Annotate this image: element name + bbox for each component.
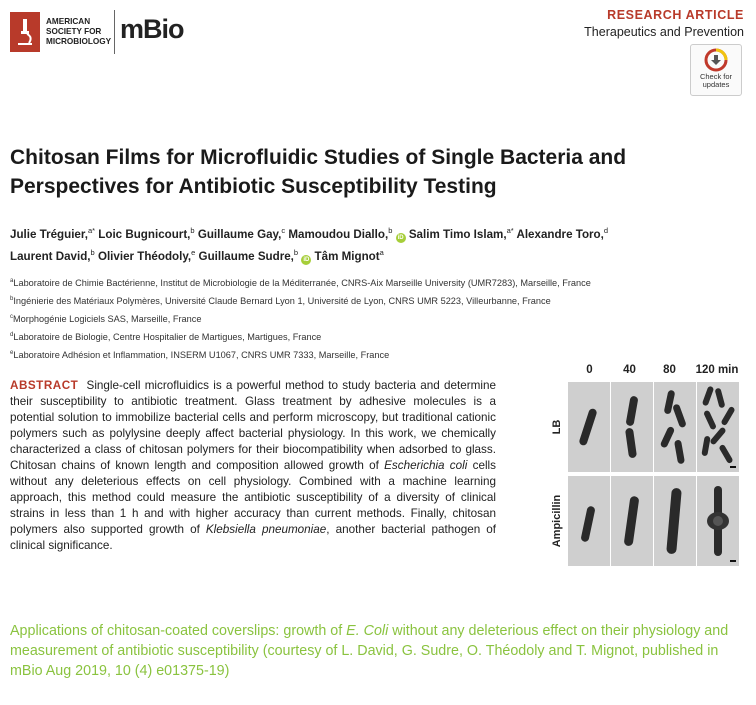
panel-lb-120 [697,382,739,472]
journal-logo[interactable]: mBio [120,14,184,44]
affiliation: $^b$Ingénierie des Matériaux Polymères, Université Claude Bernard Lyon 1, Université de Lyon, CNRS UMR 5223, Villeurbanne, France [10,296,551,307]
scale-bar [730,466,736,468]
author[interactable]: Loic Bugnicourt,$^b$ [98,226,195,241]
author[interactable]: Julie Tréguier,$^{a*}$ [10,226,96,241]
abstract-heading: ABSTRACT [10,379,79,392]
time-labels [568,364,740,378]
society-name: AMERICAN SOCIETY FOR MICROBIOLOGY [46,17,112,46]
microscopy-figure [548,364,740,569]
author[interactable]: Alexandre Toro,$^d$ [516,226,609,241]
microscope-icon [10,12,40,52]
author[interactable]: Guillaume Gay,$^c$ [197,226,286,241]
panel-lb-40 [611,382,653,472]
orcid-icon[interactable]: iD [397,234,404,241]
author[interactable]: Laurent David,$^b$ [10,247,95,263]
affiliation: $^a$Laboratoire de Chimie Bactérienne, Institut de Microbiologie de la Méditerranée, CNRS-Aix Marseille University (UMR7283), Marseille, France [10,278,591,289]
panel-amp-0 [568,476,610,566]
author[interactable]: Olivier Théodoly,$^e$ [97,247,196,263]
panel-amp-80 [654,476,696,566]
row-label-ampicillin: Ampicillin [551,494,563,548]
affiliation: $^e$Laboratoire Adhésion et Inflammation, INSERM U1067, CNRS UMR 7333, Marseille, France [10,350,390,361]
article-section: Therapeutics and Prevention [584,25,744,39]
figure-caption: Applications of chitosan-coated coverslips: growth of E. Coli without any deleterious effect on their physiology and measurement of antibiotic susceptibility (courtesy of L. David, G. Sudre, O. Théodoly and T. Mignot, published in mBio Aug 2019, 10 (4) e01375-19) [10,623,729,679]
affiliation: $^c$Morphogénie Logiciels SAS, Marseille, France [10,314,202,325]
author[interactable]: iD Tâm Mignot$^a$ [303,247,384,263]
logo-divider [114,10,115,54]
panel-lb-80 [654,382,696,472]
panel-amp-40 [611,476,653,566]
asm-logo[interactable] [10,12,111,52]
scale-bar [730,560,736,562]
time-label: 120 min [695,364,739,376]
panel-lb-0 [568,382,610,472]
abstract: ABSTRACT Single-cell microfluidics is a powerful method to study bacteria and determine their susceptibility to antibiotic treatment. Glass treatment by adhesive molecules is a potential solution to immobilize bacterial cells and perform microscopy, but traditional cationic polymers such as polylysine deeply affect bacterial physiology. In this work, we chemically characterized a class of chitosan polymers for their biocompatibility when adsorbed to glass. Chitosan chains of known length and composition allowed growth of Escherichia coli cells without any deleterious effects on cell physiology. Combined with a machine learning approach, this method could measure the antibiotic susceptibility of a diversity of clinical strains in less than 1 h and with higher accuracy than current methods. Finally, chitosan polymers also supported growth of Klebsiella pneumoniae, another bacterial pathogen of clinical significance. [10,379,497,552]
time-label: 80 [663,364,676,376]
check-for-updates-button[interactable] [690,44,742,96]
author[interactable]: Mamoudou Diallo,$^b$ [288,226,393,241]
check-updates-label: Check for updates [699,72,733,89]
author[interactable]: iD Salim Timo Islam,$^{a*}$ [397,226,514,241]
article-title: Chitosan Films for Microfluidic Studies of Single Bacteria and Perspectives for Antibiotic Susceptibility Testing [10,146,627,198]
affiliation: $^d$Laboratoire de Biologie, Centre Hospitalier de Martigues, Martigues, France [10,332,322,343]
check-updates-icon [704,48,728,72]
time-label: 0 [586,364,593,376]
author-list [10,222,750,266]
row-label-lb: LB [551,419,563,435]
orcid-icon[interactable]: iD [303,256,310,263]
time-label: 40 [623,364,636,376]
article-type: RESEARCH ARTICLE [607,8,744,22]
author[interactable]: Guillaume Sudre,$^b$ [198,247,299,263]
panel-amp-120 [697,476,739,566]
